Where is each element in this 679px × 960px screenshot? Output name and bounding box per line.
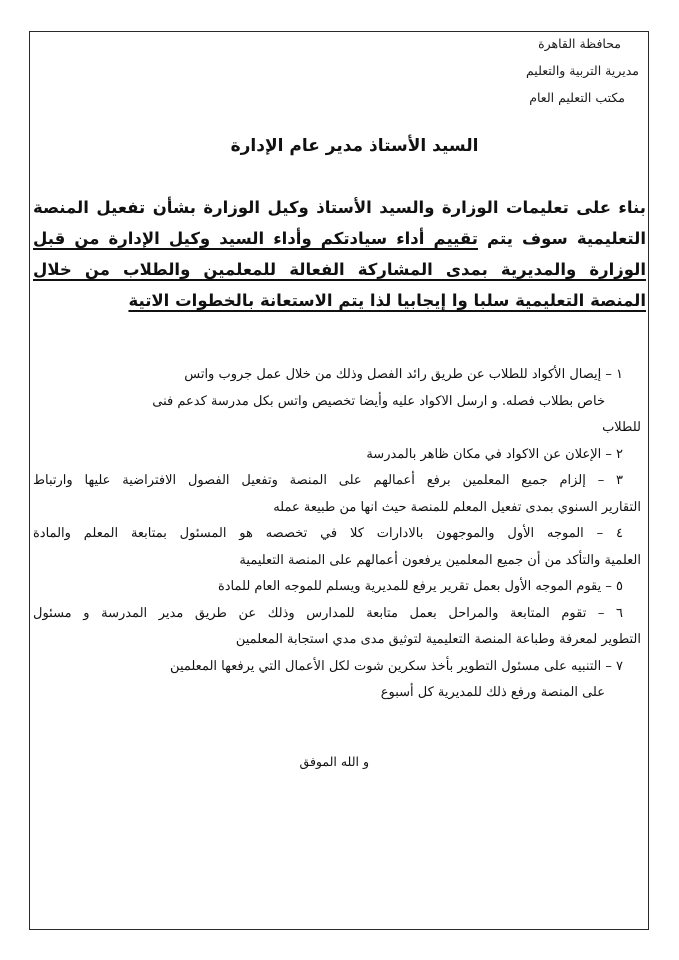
step-7-line-1: ٧ – التنبيه على مسئول التطوير بأخذ سكرين شوت لكل الأعمال التي يرفعها المعلمين bbox=[170, 658, 623, 674]
intro-line-4: المنصة التعليمية سلبا وا إيجابيا لذا يتم الاستعانة بالخطوات الاتية bbox=[128, 291, 646, 310]
governorate-name: محافظة القاهرة bbox=[538, 36, 621, 51]
step-3-line-1: ٣ – إلزام جميع المعلمين برفع أعمالهم على المنصة وتفعيل الفصول الافتراضية عليها وارتباط bbox=[33, 473, 623, 488]
intro-line-2-underlined: تقييم أداء سيادتكم وأداء السيد وكيل الإدارة من قبل bbox=[33, 229, 478, 248]
salutation-heading: السيد الأستاذ مدير عام الإدارة bbox=[230, 136, 479, 156]
step-4-line-1: ٤ – الموجه الأول والموجهون بالادارات كلا في تخصصه هو المسئول بمتابعة المعلم والمادة bbox=[33, 526, 623, 541]
intro-paragraph bbox=[33, 192, 646, 316]
intro-line-2-plain: التعليمية سوف يتم bbox=[477, 229, 646, 248]
step-4-line-2: العلمية والتأكد من أن جميع المعلمين يرفعون أعمالهم على المنصة التعليمية bbox=[239, 552, 641, 568]
step-2-line-1: ٢ – الإعلان عن الاكواد في مكان ظاهر بالمدرسة bbox=[366, 446, 623, 462]
closing-phrase: و الله الموفق bbox=[299, 754, 369, 769]
step-1-line-2: خاص بطلاب فصله. و ارسل الاكواد عليه وأيضا تخصيص واتس بكل مدرسة كدعم فنى bbox=[152, 393, 605, 409]
step-1-line-3: للطلاب bbox=[602, 420, 641, 435]
step-5-line-1: ٥ – يقوم الموجه الأول بعمل تقرير يرفع للمديرية ويسلم للموجه العام للمادة bbox=[217, 579, 623, 594]
intro-line-1: بناء على تعليمات الوزارة والسيد الأستاذ وكيل الوزارة بشأن تفعيل المنصة bbox=[33, 198, 646, 217]
steps-list bbox=[33, 362, 641, 707]
office-name: مكتب التعليم العام bbox=[529, 90, 625, 105]
letterhead bbox=[389, 30, 639, 111]
intro-line-3: الوزارة والمديرية بمدى المشاركة الفعالة للمعلمين والطلاب من خلال bbox=[33, 260, 646, 279]
step-6-line-1: ٦ – تقوم المتابعة والمراحل بعمل متابعة للمدارس وذلك عن طريق مدير المدرسة و مسئول bbox=[33, 605, 623, 621]
step-3-line-2: التقارير السنوي بمدى تفعيل المعلم للمنصة حيث انها من طبيعة عمله bbox=[273, 499, 641, 515]
directorate-name: مديرية التربية والتعليم bbox=[525, 63, 639, 78]
step-1-line-1: ١ – إيصال الأكواد للطلاب عن طريق رائد الفصل وذلك من خلال عمل جروب واتس bbox=[184, 367, 623, 382]
intro-line-2 bbox=[33, 223, 646, 254]
step-7-line-2: على المنصة ورفع ذلك للمديرية كل أسبوع bbox=[380, 685, 605, 700]
step-6-line-2: التطوير لمعرفة وطباعة المنصة التعليمية لتوثيق مدى مدي استجابة المعلمين bbox=[235, 632, 641, 647]
